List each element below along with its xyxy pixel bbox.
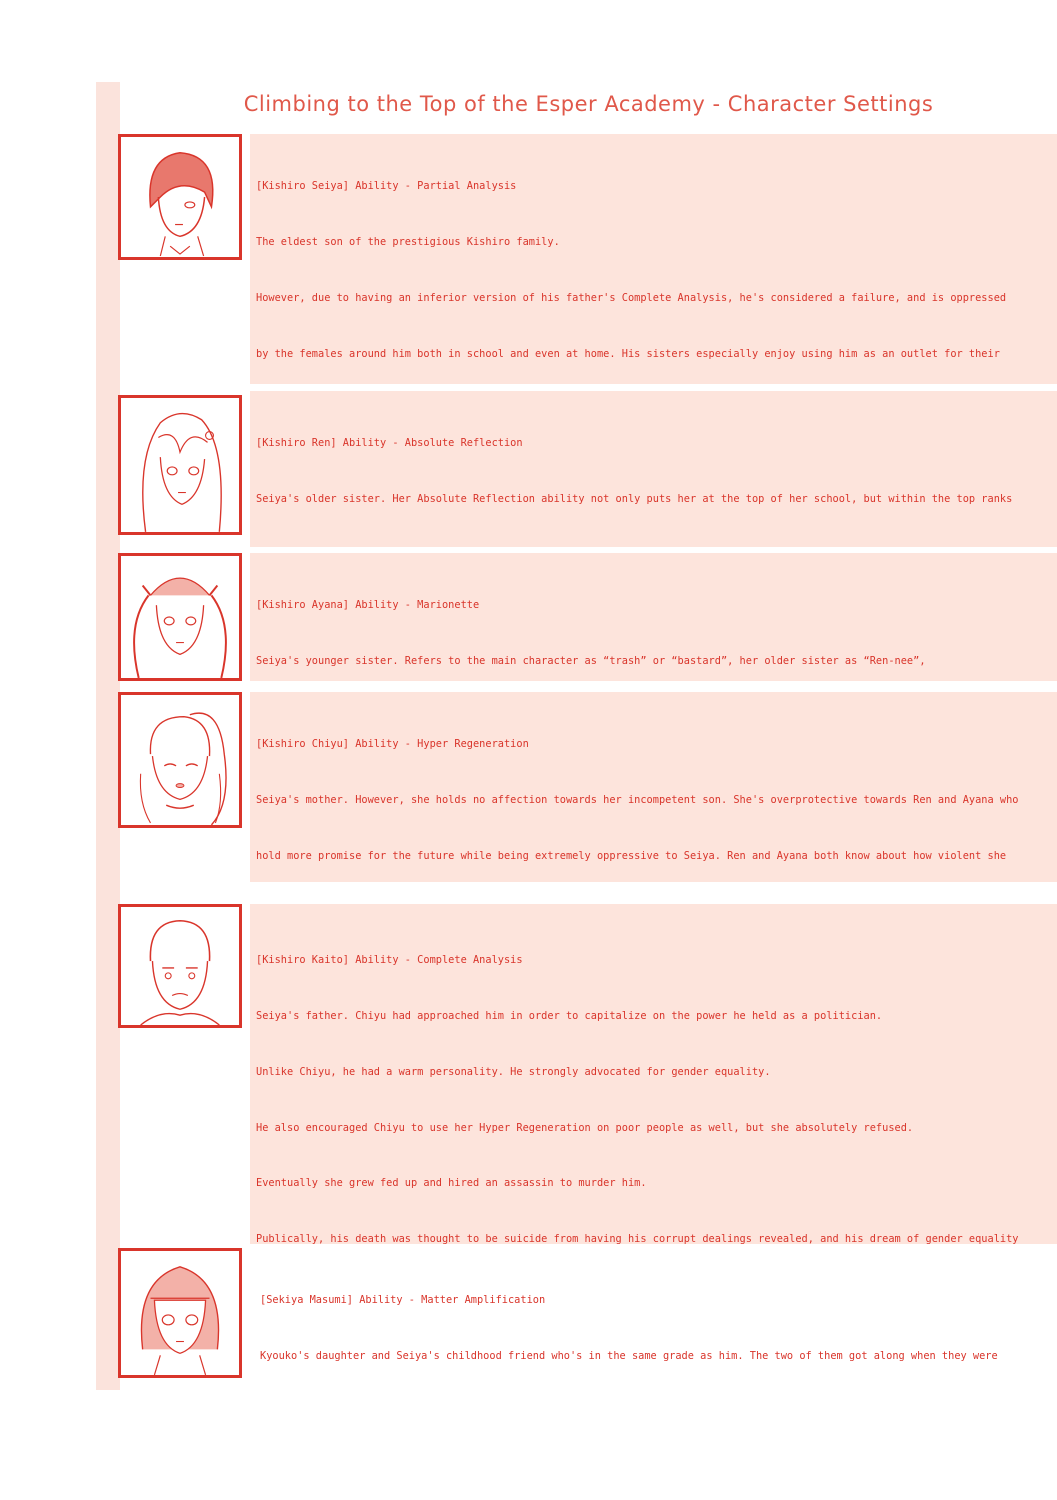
character-heading: [Kishiro Kaito] Ability - Complete Analysis — [256, 954, 523, 967]
description-line: He also encouraged Chiyu to use her Hyper Regeneration on poor people as well, but she absolutely refused. — [256, 1121, 914, 1134]
description-line — [256, 546, 1057, 547]
twintail-girl-portrait-icon — [118, 553, 242, 681]
short-haired-boy-portrait-icon — [118, 134, 242, 260]
description-line: Seiya's father. Chiyu had approached him in order to capitalize on the power he held as a politician. — [256, 1009, 883, 1022]
ponytail-woman-portrait-icon — [118, 692, 242, 828]
description-line: Seiya's mother. However, she holds no affection towards her incompetent son. She's overprotective towards Ren and Ayana who — [256, 793, 1019, 806]
description-line: Kyouko's daughter and Seiya's childhood friend who's in the same grade as him. The two of them got along when they were — [260, 1349, 998, 1362]
character-heading: [Kishiro Ayana] Ability - Marionette — [256, 599, 480, 612]
bob-haired-girl-portrait-icon — [118, 1248, 242, 1378]
description-line: Seiya's younger sister. Refers to the main character as “trash” or “bastard”, her older sister as “Ren-nee”, — [256, 654, 926, 667]
character-description-box — [250, 134, 1057, 384]
page-title: Climbing to the Top of the Esper Academy - Character Settings — [243, 92, 934, 116]
character-heading: [Kishiro Chiyu] Ability - Hyper Regeneration — [256, 738, 529, 751]
character-description-box — [250, 904, 1057, 1244]
character-description-box — [250, 692, 1057, 882]
description-line: Unlike Chiyu, he had a warm personality. He strongly advocated for gender equality. — [256, 1065, 771, 1078]
description-line: The eldest son of the prestigious Kishiro family. — [256, 235, 560, 248]
character-description-box — [250, 1248, 1057, 1392]
character-heading: [Sekiya Masumi] Ability - Matter Amplification — [260, 1294, 546, 1307]
character-heading: [Kishiro Seiya] Ability - Partial Analysis — [256, 180, 517, 193]
description-line: by the females around him both in school and even at home. His sisters especially enjoy using him as an outlet for their — [256, 347, 1000, 360]
side-accent-strip — [96, 82, 120, 1390]
description-line: Eventually she grew fed up and hired an assassin to murder him. — [256, 1177, 647, 1190]
long-haired-girl-portrait-icon — [118, 395, 242, 535]
description-line: However, due to having an inferior version of his father's Complete Analysis, he's considered a failure, and is oppressed — [256, 291, 1007, 304]
description-line: Seiya's older sister. Her Absolute Reflection ability not only puts her at the top of her school, but within the top ranks — [256, 492, 1013, 505]
character-description-box — [250, 391, 1057, 547]
character-heading: [Kishiro Ren] Ability - Absolute Reflection — [256, 437, 523, 450]
description-line: hold more promise for the future while being extremely oppressive to Seiya. Ren and Ayana both know about how violent she — [256, 849, 1007, 862]
description-line: Publically, his death was thought to be suicide from having his corrupt dealings revealed, and his dream of gender equality — [256, 1233, 1019, 1244]
character-description-box — [250, 553, 1057, 681]
older-man-portrait-icon — [118, 904, 242, 1028]
